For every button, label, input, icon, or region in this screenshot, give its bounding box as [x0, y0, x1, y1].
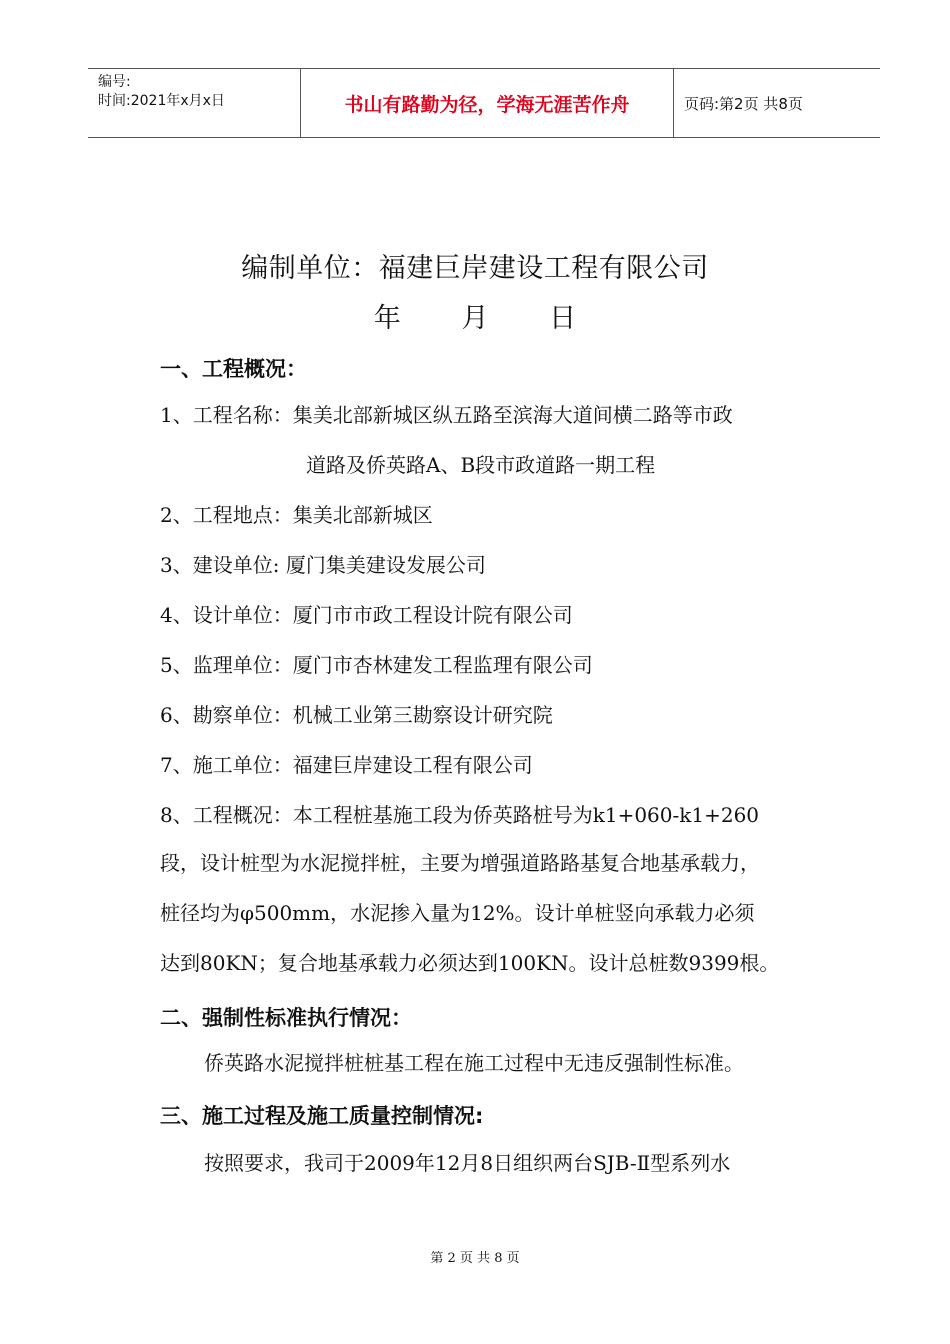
- page-header: [88, 68, 880, 138]
- item-7: 7、施工单位：福建巨岸建设工程有限公司: [160, 753, 533, 777]
- header-page-info: 页码:第2页 共8页: [684, 94, 803, 113]
- section3-title: 三、施工过程及施工质量控制情况:: [160, 1104, 484, 1128]
- item-4: 4、设计单位：厦门市市政工程设计院有限公司: [160, 603, 573, 627]
- date-month: 月: [461, 303, 489, 334]
- item-8-line4: 达到80KN；复合地基承载力必须达到100KN。设计总桩数9399根。: [160, 951, 780, 975]
- item-8-line3: 桩径均为φ500mm，水泥掺入量为12%。设计单桩竖向承载力必须: [160, 901, 755, 925]
- item-1-line1: 1、工程名称：集美北部新城区纵五路至滨海大道间横二路等市政: [160, 403, 733, 427]
- item-8-line2: 段，设计桩型为水泥搅拌桩，主要为增强道路路基复合地基承载力，: [160, 851, 760, 875]
- header-meta: [88, 69, 300, 137]
- company-name: 编制单位：福建巨岸建设工程有限公司: [241, 253, 709, 284]
- date-day: 日: [549, 303, 577, 334]
- item-1-line2: 道路及侨英路A、B段市政道路一期工程: [306, 453, 656, 477]
- section3-body: 按照要求，我司于2009年12月8日组织两台SJB-Ⅱ型系列水: [204, 1151, 731, 1175]
- time-label: 时间:2021年x月x日: [98, 93, 225, 109]
- date-year: 年: [373, 303, 401, 334]
- section2-title: 二、强制性标准执行情况：: [160, 1006, 412, 1030]
- number-label: 编号:: [98, 74, 131, 90]
- header-motto: 书山有路勤为径，学海无涯苦作舟: [300, 69, 674, 137]
- section2-body: 侨英路水泥搅拌桩桩基工程在施工过程中无违反强制性标准。: [204, 1051, 744, 1075]
- item-3: 3、建设单位: 厦门集美建设发展公司: [160, 553, 486, 577]
- item-2: 2、工程地点：集美北部新城区: [160, 503, 433, 527]
- section1-title: 一、工程概况：: [160, 357, 307, 381]
- item-5: 5、监理单位：厦门市杏林建发工程监理有限公司: [160, 653, 593, 677]
- item-6: 6、勘察单位：机械工业第三勘察设计研究院: [160, 703, 553, 727]
- item-8-line1: 8、工程概况：本工程桩基施工段为侨英路桩号为k1+060-k1+260: [160, 803, 760, 827]
- page-footer: 第 2 页 共 8 页: [430, 1251, 520, 1266]
- date-line: [0, 296, 950, 335]
